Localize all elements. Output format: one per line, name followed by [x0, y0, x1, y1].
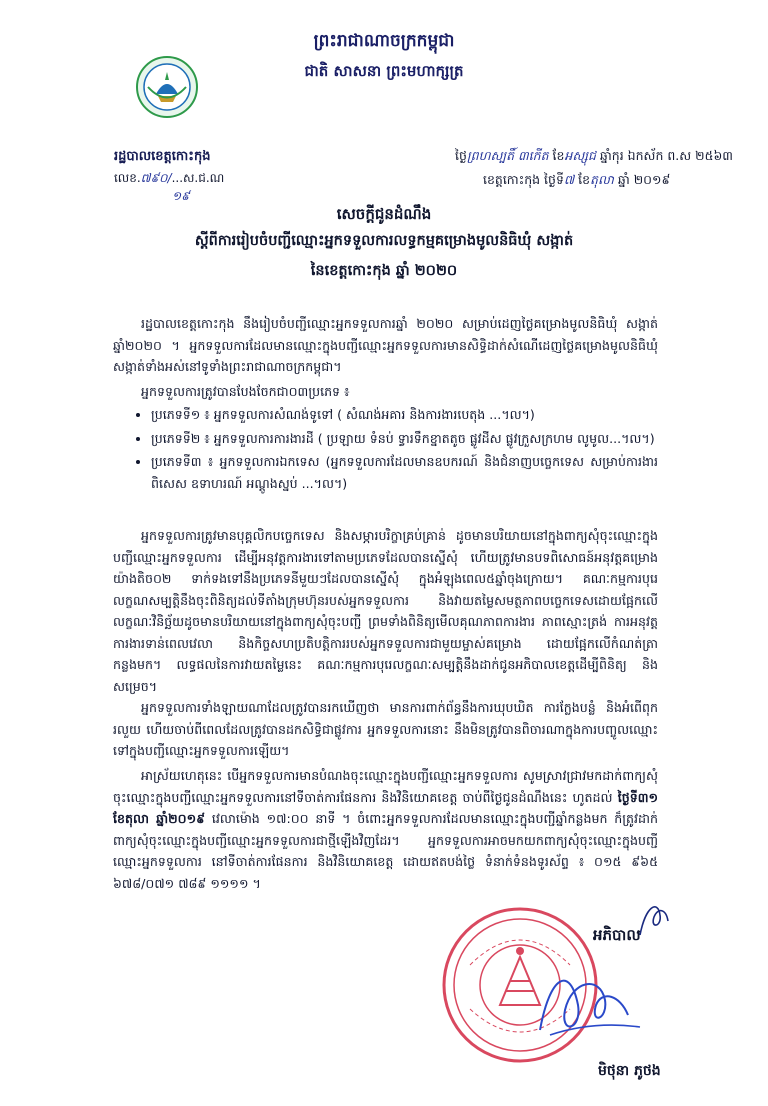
national-motto: ជាតិ សាសនា ព្រះមហាក្សត្រ [304, 62, 464, 80]
paragraph-text: អាស្រ័យហេតុនេះ បើអ្នកទទួលការមានបំណងចុះឈ្មោះក្នុងបញ្ជីឈ្មោះអ្នកទទួលការ សូមស្រាវជ្រាវមកដាក់ពាក្យសុំចុះឈ្មោះក្នុងបញ្ជីឈ្មោះអ្នកទទួលការនៅទីចាត់ការផែនការ និងវិនិយោគខេត្ត ចាប់ពីថ្ងៃជូនដំណឹងនេះ ហូតដល់ [113, 768, 658, 805]
ref-number-handwritten: ៧៩០/ [140, 171, 172, 185]
paragraph-text: វេលាម៉ោង ១៧:០០ នាទី ។ ចំពោះអ្នកទទួលការដែលមានឈ្មោះក្នុងបញ្ជីឆ្នាំកន្លងមក ក៏ត្រូវដាក់ពាក្យសុំចុះឈ្មោះក្នុងបញ្ជីឈ្មោះអ្នកទទួលការជាថ្មីឡើងវិញដែរ។ អ្នកទទួលការអាចមកយកពាក្យសុំចុះឈ្មោះក្នុងបញ្ជីឈ្មោះអ្នកទទួលការ នៅទីចាត់ការផែនការ និងវិនិយោគខេត្ត ដោយឥតបង់ថ្លៃ ទំនាក់ទំនងទូរស័ព្ទ ៖ ០១៥ ៩៦៥ ៦៧៨/០៧១ ៧៨៩ ១១១១ ។ [113, 811, 658, 891]
solar-year: ឆ្នាំ ២០១៩ [617, 172, 671, 187]
document-subject: ស្តីពីការរៀបចំបញ្ជីឈ្មោះអ្នកទទួលការលទ្ធកម្មគម្រោងមូលនិធិឃុំ សង្កាត់ [194, 233, 574, 249]
body-paragraph-2 [113, 381, 658, 403]
lunar-date [455, 148, 733, 167]
lunar-day-prefix: ថ្ងៃ [455, 148, 467, 163]
lunar-year: ឆ្នាំកុរ ឯកស័ក ព.ស ២៥៦៣ [599, 148, 733, 163]
deadline-date: ថ្ងៃទី៣១ ខែតុលា ឆ្នាំ២០១៩ [113, 789, 658, 826]
lunar-month-handwritten: អស្សុជ [564, 148, 596, 163]
body-paragraph-1 [113, 313, 658, 378]
ref-suffix: ...ស.ជ.ណ [171, 171, 225, 185]
document-subject-line2: នៃខេត្តកោះកុង ឆ្នាំ ២០២០ [310, 263, 458, 279]
solar-day-handwritten: ៧ [563, 172, 575, 187]
paragraph-text: អ្នកទទួលការទាំងឡាយណាដែលត្រូវបានរកឃើញថា មានការពាក់ព័ន្ធនឹងការឃុបឃិត ការក្លែងបន្លំ និងអំពើពុករលួយ ហើយចាប់ពីពេលដែលត្រូវបានដកសិទ្ធិជាផ្លូវការ អ្នកទទួលការនោះ នឹងមិនត្រូវបានពិចារណាក្នុងការបញ្ចូលឈ្មោះទៅក្នុងបញ្ជីឈ្មោះអ្នកទទួលការឡើយ។ [113, 700, 658, 758]
issuer-name: រដ្ឋបាលខេត្តកោះកុង [114, 149, 211, 164]
body-paragraph-5 [113, 765, 658, 894]
category-list [113, 404, 658, 496]
solar-date [483, 172, 670, 191]
provincial-emblem-icon [136, 56, 198, 118]
list-item: • ប្រភេទទី២ ៖ អ្នកទទួលការការងារដី ( ប្រឡាយ ទំនប់ ទ្វារទឹកខ្នាតតូច ផ្លូវដីស ផ្លូវក្រួសក្រហម លូមូល...។ល។) [151, 428, 658, 450]
signer-name: មិថុនា ភូថង [598, 1063, 661, 1079]
list-item: • ប្រភេទទី១ ៖ អ្នកទទួលការសំណង់ទូទៅ ( សំណង់អគារ និងការងារបេតុង ...។ល។) [151, 404, 658, 426]
signer-title: អភិបាល [593, 926, 641, 944]
document-title: សេចក្តីជូនដំណឹង [336, 205, 432, 223]
paragraph-text: អ្នកទទួលការត្រូវបានបែងចែកជា០៣ប្រភេទ ៖ [141, 384, 350, 399]
kingdom-title: ព្រះរាជាណាចក្រកម្ពុជា [313, 31, 455, 51]
list-item: • ប្រភេទទី៣ ៖ អ្នកទទួលការឯកទេស (អ្នកទទួលការដែលមានឧបករណ៍ និងជំនាញបច្ចេកទេស សម្រាប់ការងារ ពិសេស ឧទាហរណ៍ អណ្តូងស្នប់ ...។ល។) [151, 451, 658, 494]
paragraph-text: រដ្ឋបាលខេត្តកោះកុង នឹងរៀបចំបញ្ជីឈ្មោះអ្នកទទួលការឆ្នាំ ២០២០ សម្រាប់ដេញថ្លៃគម្រោងមូលនិធិឃុំ សង្កាត់ឆ្នាំ២០២០ ។ អ្នកទទួលការដែលមានឈ្មោះក្នុងបញ្ជីឈ្មោះអ្នកទទួលការមានសិទ្ធិដាក់សំណើដេញថ្លៃគម្រោងមូលនិធិឃុំ សង្កាត់ទាំងអស់នៅទូទាំងព្រះរាជាណាចក្រកម្ពុជា។ [113, 316, 658, 374]
body-paragraph-3 [113, 525, 658, 697]
solar-prefix: ខេត្តកោះកុង ថ្ងៃទី [483, 172, 564, 187]
signature-icon [520, 935, 650, 1055]
body-paragraph-4 [113, 697, 658, 762]
ref-year-handwritten: ១៩ [172, 189, 190, 203]
reference-number [114, 170, 224, 206]
solar-month-handwritten: តុលា [590, 172, 614, 187]
lunar-month-prefix: ខែ [552, 148, 565, 163]
lunar-day-handwritten: ព្រហស្បតិ៍ ៣កើត [466, 148, 549, 163]
solar-month-prefix: ខែ [578, 172, 591, 187]
paragraph-text: អ្នកទទួលការត្រូវមានបុគ្គលិកបច្ចេកទេស និងសម្ភារបរិក្ខាគ្រប់គ្រាន់ ដូចមានបរិយាយនៅក្នុងពាក្យសុំចុះឈ្មោះក្នុងបញ្ជីឈ្មោះអ្នកទទួលការ ដើម្បីអនុវត្តការងារទៅតាមប្រភេទដែលបានស្នើសុំ ហើយត្រូវមានបទពិសោធន៍អនុវត្តគម្រោងយ៉ាងតិច០២ ទាក់ទងទៅនឹងប្រភេទនីមួយៗដែលបានស្នើសុំ ក្នុងអំឡុងពេល៥ឆ្នាំចុងក្រោយ។ គណៈកម្មការបុរេលក្ខណសម្បត្តិនឹងចុះពិនិត្យដល់ទីតាំងក្រុមហ៊ុនរបស់អ្នកទទួលការ និងវាយតម្លៃសមត្ថភាពបច្ចេកទេសដោយផ្អែកលើលក្ខណៈវិនិច្ឆ័យដូចមានបរិយាយនៅក្នុងពាក្យសុំចុះបញ្ជី ព្រមទាំងពិនិត្យមើលគុណភាពការងារ ភាពស្មោះត្រង់ ការអនុវត្តការងារទាន់ពេលវេលា និងកិច្ចសហប្រតិបត្តិការរបស់អ្នកទទួលការជាមួយម្ចាស់គម្រោង ដោយផ្អែកលើកំណត់ត្រាកន្លងមក។ លទ្ធផលនៃការវាយតម្លៃនេះ គណៈកម្មការបុរេលក្ខណៈសម្បត្តិនឹងដាក់ជូនអភិបាលខេត្តដើម្បីពិនិត្យ និងសម្រេច។ [113, 528, 658, 694]
ref-prefix: លេខ. [114, 171, 141, 185]
